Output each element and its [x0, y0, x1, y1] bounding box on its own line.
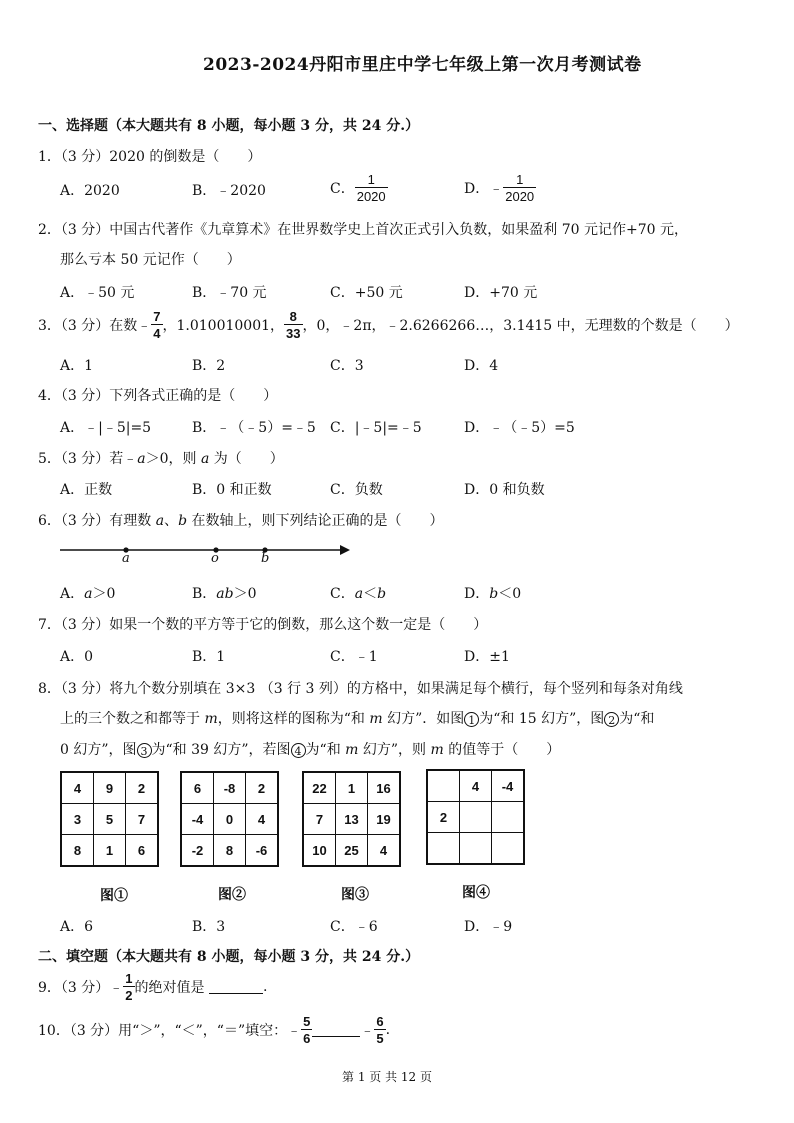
q2-option-a: A．﹣50 元 — [60, 285, 135, 301]
grid-cell: 4 — [460, 770, 492, 802]
q7-option-d: D．±1 — [464, 649, 510, 665]
q2-option-c: C．+50 元 — [330, 285, 403, 301]
grid-cell: 7 — [303, 804, 336, 835]
question-2-stem-line1: 2．（3 分）中国古代著作《九章算术》在世界数学史上首次正式引入负数，如果盈利 70 元记作+70 元， — [38, 222, 688, 238]
magic-square-2 — [180, 771, 279, 867]
grid-cell: 3 — [61, 804, 94, 835]
q7-option-b: B．1 — [192, 649, 226, 665]
q6-option-b: B．ab＞0 — [192, 586, 257, 602]
magic-square-3 — [302, 771, 401, 867]
q7-option-c: C．﹣1 — [330, 649, 378, 665]
grid-cell — [460, 802, 492, 833]
grid-cell — [460, 833, 492, 865]
grid-cell: 4 — [368, 835, 401, 867]
question-8-stem-line3: 0 幻方”，图 3 为“和 39 幻方”，若图 4 为“和 m 幻方”，则 m 的值等于（ ） — [60, 742, 561, 758]
q6-option-a: A．a＞0 — [60, 586, 116, 602]
grid-cell — [492, 833, 525, 865]
question-4-stem: 4．（3 分）下列各式正确的是（ ） — [38, 388, 278, 404]
grid-cell: 19 — [368, 804, 401, 835]
magic-square-1 — [60, 771, 159, 867]
grid-cell: -6 — [246, 835, 279, 867]
grid-cell: 7 — [126, 804, 159, 835]
question-1-stem: 1．（3 分）2020 的倒数是（ ） — [38, 149, 262, 165]
grid-cell: 9 — [94, 772, 126, 804]
grid-cell: 10 — [303, 835, 336, 867]
q10-answer-blank — [312, 1024, 360, 1037]
q2-option-b: B．﹣70 元 — [192, 285, 267, 301]
q4-option-c: C．|﹣5|=﹣5 — [330, 420, 422, 436]
caption-figure-1: 图① — [100, 887, 128, 903]
q3-option-b: B．2 — [192, 358, 226, 374]
number-line-label-a: a — [122, 551, 130, 566]
question-7-stem: 7．（3 分）如果一个数的平方等于它的倒数，那么这个数一定是（ ） — [38, 617, 488, 633]
number-line-label-o: o — [211, 551, 219, 566]
grid-cell: 8 — [61, 835, 94, 867]
q1-option-c: C． $\frac{1}{2020}$ — [330, 172, 386, 204]
section-heading-fill-blank: 二、填空题（本大题共有 8 小题，每小题 3 分，共 24 分.） — [38, 949, 420, 965]
magic-square-4 — [426, 769, 525, 865]
page-footer: 第 1 页 共 12 页 — [342, 1070, 432, 1084]
grid-cell: 13 — [336, 804, 368, 835]
q3-option-c: C．3 — [330, 358, 364, 374]
grid-cell: 4 — [246, 804, 279, 835]
q7-option-a: A．0 — [60, 649, 94, 665]
q6-option-d: D．b＜0 — [464, 586, 522, 602]
q3-option-d: D．4 — [464, 358, 499, 374]
grid-cell: 25 — [336, 835, 368, 867]
q5-option-d: D．0 和负数 — [464, 482, 545, 498]
q9-answer-blank — [209, 981, 263, 994]
q4-option-a: A．﹣|﹣5|=5 — [60, 420, 152, 436]
number-line-label-b: b — [261, 551, 270, 566]
grid-cell: 4 — [61, 772, 94, 804]
question-6-stem: 6．（3 分）有理数 a、b 在数轴上，则下列结论正确的是（ ） — [38, 513, 444, 529]
q8-option-c: C．﹣6 — [330, 919, 378, 935]
grid-cell: 2 — [246, 772, 279, 804]
q2-option-d: D．+70 元 — [464, 285, 538, 301]
q1-option-b: B．﹣2020 — [192, 183, 266, 199]
grid-cell: 6 — [126, 835, 159, 867]
grid-cell: 2 — [427, 802, 460, 833]
q5-option-a: A．正数 — [60, 482, 113, 498]
number-line-arrow — [340, 545, 350, 555]
grid-cell: 22 — [303, 772, 336, 804]
caption-figure-4: 图④ — [462, 884, 490, 900]
question-8-stem-line1: 8．（3 分）将九个数分别填在 3×3 （3 行 3 列）的方格中，如果满足每个横行，每个竖列和每条对角线 — [38, 681, 683, 697]
grid-cell: 8 — [214, 835, 246, 867]
question-5-stem: 5．（3 分）若﹣a＞0，则 a 为（ ） — [38, 451, 284, 467]
grid-cell: -4 — [181, 804, 214, 835]
grid-cell — [492, 802, 525, 833]
question-2-stem-line2: 那么亏本 50 元记作（ ） — [60, 252, 241, 268]
q4-option-b: B．﹣（﹣5）=﹣5 — [192, 420, 316, 436]
q4-option-d: D．﹣（﹣5）=5 — [464, 420, 575, 436]
grid-cell: 0 — [214, 804, 246, 835]
page-title: 2023-2024丹阳市里庄中学七年级上第一次月考测试卷 — [203, 55, 642, 75]
grid-cell: 1 — [94, 835, 126, 867]
q8-option-d: D．﹣9 — [464, 919, 513, 935]
grid-cell: -8 — [214, 772, 246, 804]
q3-option-a: A．1 — [60, 358, 94, 374]
caption-figure-3: 图③ — [341, 886, 369, 902]
q1-option-a: A．2020 — [60, 183, 120, 199]
question-8-stem-line2: 上的三个数之和都等于 m，则将这样的图称为“和 m 幻方”．如图 1 为“和 15 幻方”，图 2 为“和 — [60, 711, 655, 727]
number-line — [58, 540, 358, 570]
caption-figure-2: 图② — [218, 886, 246, 902]
section-heading-choice: 一、选择题（本大题共有 8 小题，每小题 3 分，共 24 分.） — [38, 118, 420, 134]
q5-option-c: C．负数 — [330, 482, 383, 498]
q8-option-b: B．3 — [192, 919, 226, 935]
grid-cell: -2 — [181, 835, 214, 867]
grid-cell: -4 — [492, 770, 525, 802]
grid-cell: 5 — [94, 804, 126, 835]
grid-cell: 1 — [336, 772, 368, 804]
question-3-stem: 3．（3 分）在数﹣ $\frac{7}{4}$ ，1.010010001， $\frac{8}{33}$ ，0，﹣2π，﹣2.6266266…，3.1415 中，无理数的个数是（ ） — [38, 309, 739, 341]
q1-option-d: D．﹣ $\frac{1}{2020}$ — [464, 172, 535, 204]
grid-cell: 16 — [368, 772, 401, 804]
grid-cell: 2 — [126, 772, 159, 804]
q6-option-c: C．a＜b — [330, 586, 387, 602]
q8-option-a: A．6 — [60, 919, 94, 935]
question-10-stem: 10．（3 分）用“＞”，“＜”，“＝”填空：﹣ $\frac{5}{6}$ ﹣ $\frac{6}{5}$ . — [38, 1014, 391, 1046]
grid-cell — [427, 833, 460, 865]
q5-option-b: B．0 和正数 — [192, 482, 272, 498]
grid-cell: 6 — [181, 772, 214, 804]
grid-cell — [427, 770, 460, 802]
question-9-stem: 9．（3 分）﹣ $\frac{1}{2}$ 的绝对值是 . — [38, 971, 268, 1003]
